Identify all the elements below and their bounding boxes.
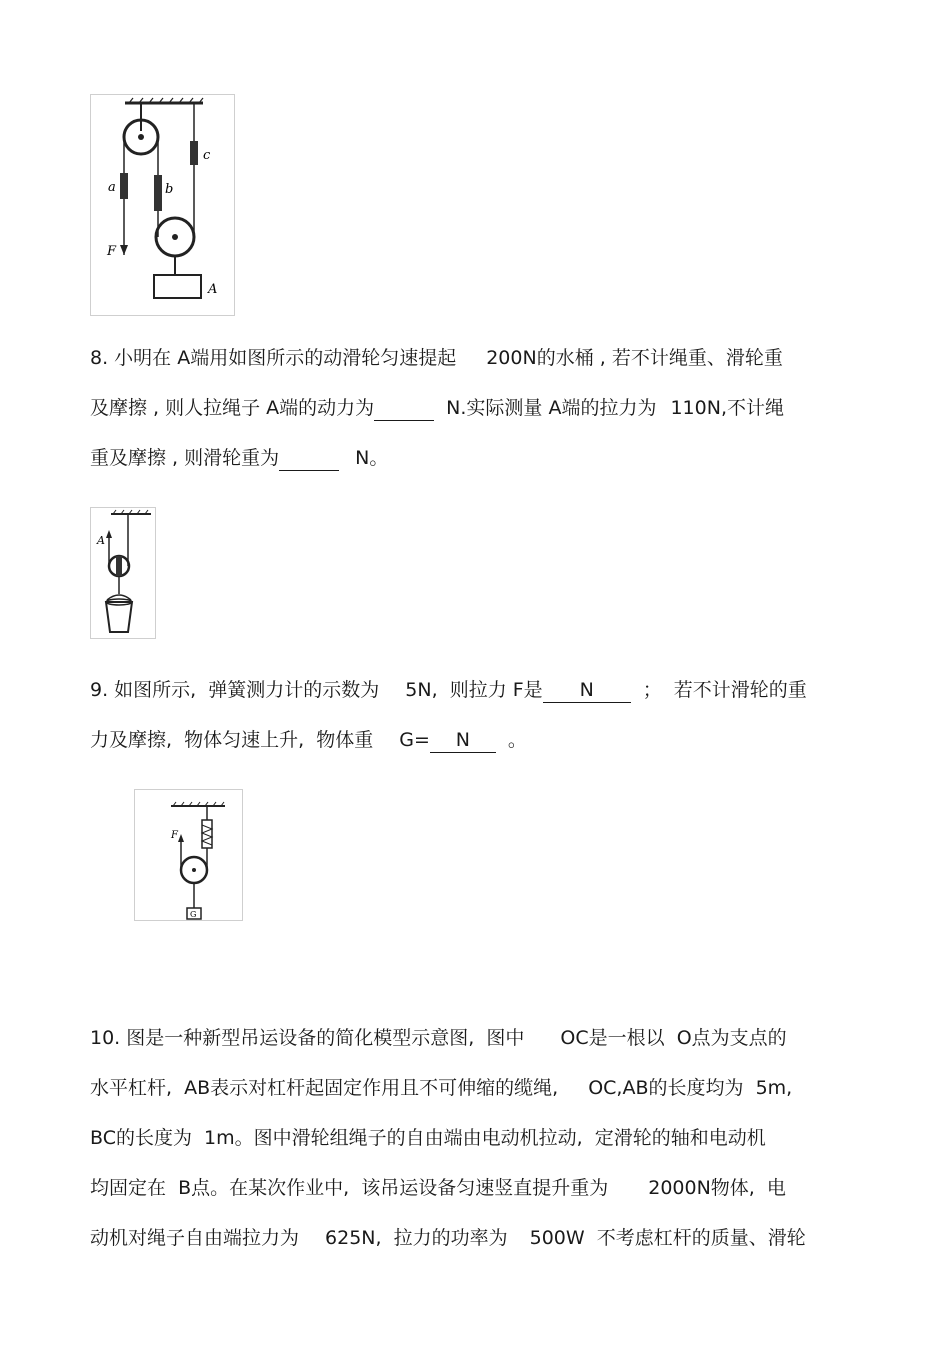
q8-line-1 [90, 346, 783, 370]
q10-text-2a: 水平杠杆, AB表示对杠杆起固定作用且不可伸缩的缆绳, [90, 1077, 559, 1099]
q10-text-5b: 625N, 拉力的功率为 [325, 1227, 508, 1249]
q8-text-2c: 110N,不计绳 [670, 397, 784, 419]
q10-text-1a: 10. 图是一种新型吊运设备的简化模型示意图, 图中 [90, 1027, 525, 1049]
q10-text-4a: 均固定在 B点。在某次作业中, 该吊运设备匀速竖直提升重为 [90, 1177, 609, 1199]
pulley-system-diagram [91, 95, 234, 315]
q8-text-3a: 重及摩擦 , 则滑轮重为 [90, 447, 280, 469]
q9-text-2a: 力及摩擦, 物体匀速上升, 物体重 [90, 729, 374, 751]
q10-text-2b: OC,AB的长度均为 5m, [588, 1077, 793, 1099]
q10-line-5 [90, 1226, 806, 1250]
q10-line-3 [90, 1126, 766, 1150]
q10-text-5c: 500W 不考虑杠杆的质量、滑轮 [529, 1227, 806, 1249]
q8-text-2b: N.实际测量 A端的拉力为 [446, 397, 657, 419]
q9-line-1 [90, 678, 807, 703]
q10-text-1b: OC是一根以 O点为支点的 [560, 1027, 787, 1049]
q8-line-2 [90, 396, 784, 421]
figure-pulley-system-q7 [90, 94, 235, 316]
label-A: A [97, 534, 105, 547]
label-a: a [108, 180, 116, 195]
q9-text-2b: G= [399, 729, 430, 751]
q9-blank-2: N [430, 728, 496, 753]
label-A: A [208, 282, 218, 297]
q8-text-3b: N。 [355, 447, 389, 469]
q8-blank-2 [279, 446, 339, 471]
q9-text-1c: ； 若不计滑轮的重 [642, 679, 807, 701]
spring-pulley-diagram [135, 790, 242, 920]
bucket-pulley-diagram [91, 508, 155, 638]
label-c: c [203, 148, 211, 163]
figure-spring-pulley-q9 [134, 789, 243, 921]
q10-line-4 [90, 1176, 786, 1200]
label-b: b [165, 182, 174, 197]
q8-blank-1 [374, 396, 434, 421]
q8-line-3 [90, 446, 388, 471]
q8-text-1b: 200N的水桶 , 若不计绳重、滑轮重 [486, 347, 783, 369]
q10-text-3: BC的长度为 1m。图中滑轮组绳子的自由端由电动机拉动, 定滑轮的轴和电动机 [90, 1127, 766, 1149]
label-F: F [171, 830, 178, 841]
figure-bucket-pulley-q8 [90, 507, 156, 639]
q9-blank-1: N [543, 678, 631, 703]
q10-line-1 [90, 1026, 787, 1050]
label-G: G [190, 910, 197, 919]
q8-text-1a: 8. 小明在 A端用如图所示的动滑轮匀速提起 [90, 347, 457, 369]
label-F: F [107, 244, 117, 259]
q8-text-2a: 及摩擦 , 则人拉绳子 A端的动力为 [90, 397, 375, 419]
q10-text-4b: 2000N物体, 电 [648, 1177, 786, 1199]
q9-text-2c: 。 [507, 729, 527, 751]
q9-line-2 [90, 728, 527, 753]
q10-line-2 [90, 1076, 792, 1100]
q10-text-5a: 动机对绳子自由端拉力为 [90, 1227, 300, 1249]
q9-text-1b: 5N, 则拉力 F是 [405, 679, 543, 701]
q9-text-1a: 9. 如图所示, 弹簧测力计的示数为 [90, 679, 380, 701]
